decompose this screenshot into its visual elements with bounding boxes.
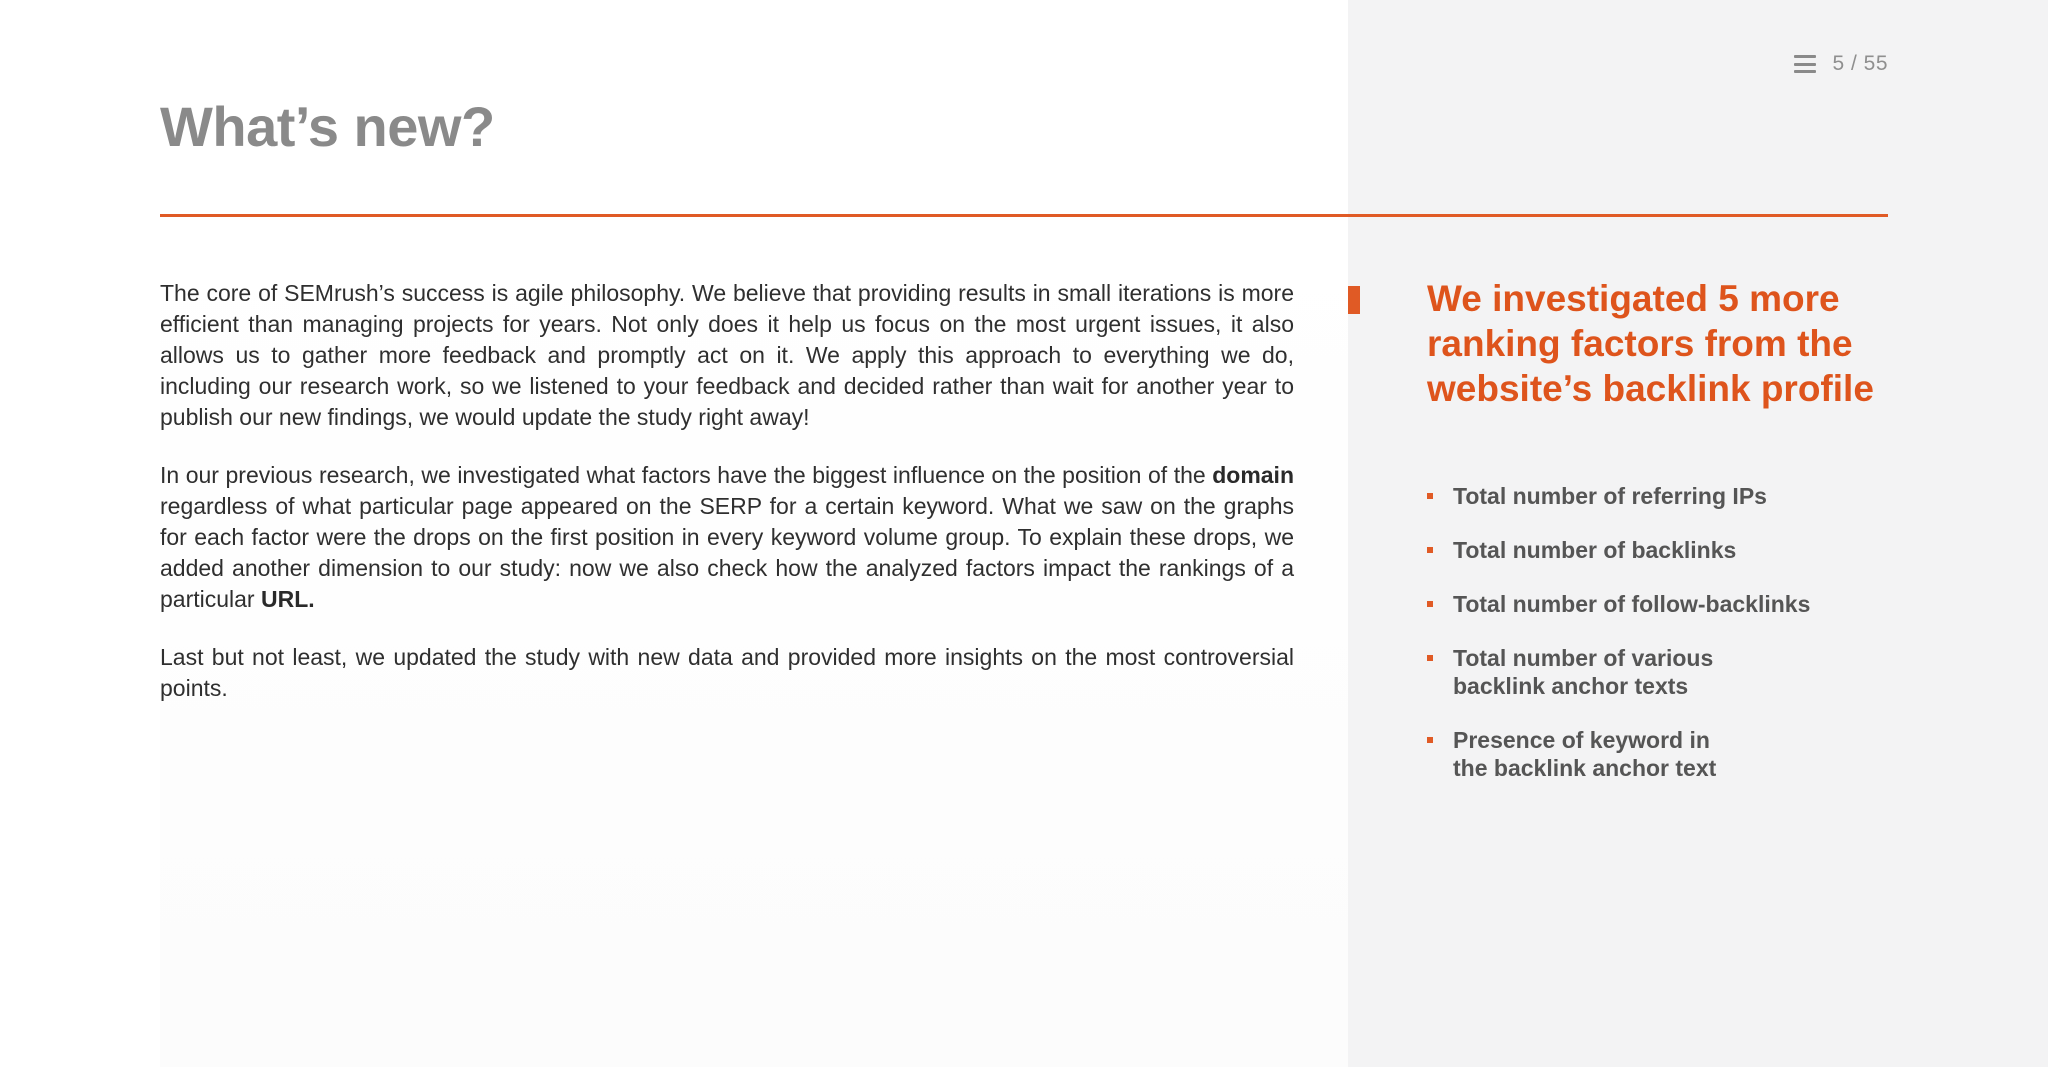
ranking-factor-list (1427, 482, 1887, 808)
main-body-text (160, 278, 1294, 731)
paragraph-2-text-a: In our previous research, we investigated what factors have the biggest influence on the position of the (160, 462, 1213, 488)
list-item-label: Total number of follow-backlinks (1453, 591, 1811, 617)
list-item-label: Total number of referring IPs (1453, 483, 1767, 509)
callout-accent-bar (1348, 286, 1360, 314)
title-divider (160, 214, 1888, 217)
paragraph-1: The core of SEMrush’s success is agile philosophy. We believe that providing results in small iterations is more efficient than managing projects for years. Not only does it help us focus on the most urgent issues, it also allows us to gather more feedback and promptly act on it. We apply this approach to everything we do, including our research work, so we listened to your feedback and decided rather than wait for another year to publish our new findings, we would update the study right away! (160, 280, 1294, 430)
paragraph-2 (160, 460, 1294, 615)
bold-url: URL. (260, 586, 315, 612)
bold-domain: domain (1212, 462, 1294, 488)
hamburger-menu-icon[interactable] (1794, 55, 1816, 73)
bullet-icon (1427, 493, 1433, 499)
list-item-label: Total number of backlinks (1453, 537, 1737, 563)
page-title: What’s new? (160, 95, 495, 158)
paragraph-2-text-b: regardless of what particular page appeared on the SERP for a certain keyword. What we saw on the graphs for each factor were the drops on the first position in every keyword volume group. To explain these drops, we added another dimension to our study: now we also check how the analyzed factors impact the rankings of a particular (160, 493, 1294, 612)
bullet-icon (1427, 601, 1433, 607)
callout-heading: We investigated 5 more ranking factors from the website’s backlink profile (1427, 278, 1874, 409)
list-item-label: Presence of keyword in the backlink anchor text (1453, 727, 1717, 781)
bullet-icon (1427, 655, 1433, 661)
paragraph-3: Last but not least, we updated the study with new data and provided more insights on the most controversial points. (160, 644, 1294, 701)
list-item (1427, 482, 1887, 510)
bullet-icon (1427, 547, 1433, 553)
list-item (1427, 536, 1887, 564)
list-item-label: Total number of various backlink anchor texts (1453, 645, 1714, 699)
top-navigation (1794, 52, 1888, 76)
page-counter: 5 / 55 (1832, 52, 1888, 75)
list-item (1427, 644, 1887, 700)
list-item (1427, 590, 1887, 618)
list-item (1427, 726, 1887, 782)
bullet-icon (1427, 737, 1433, 743)
